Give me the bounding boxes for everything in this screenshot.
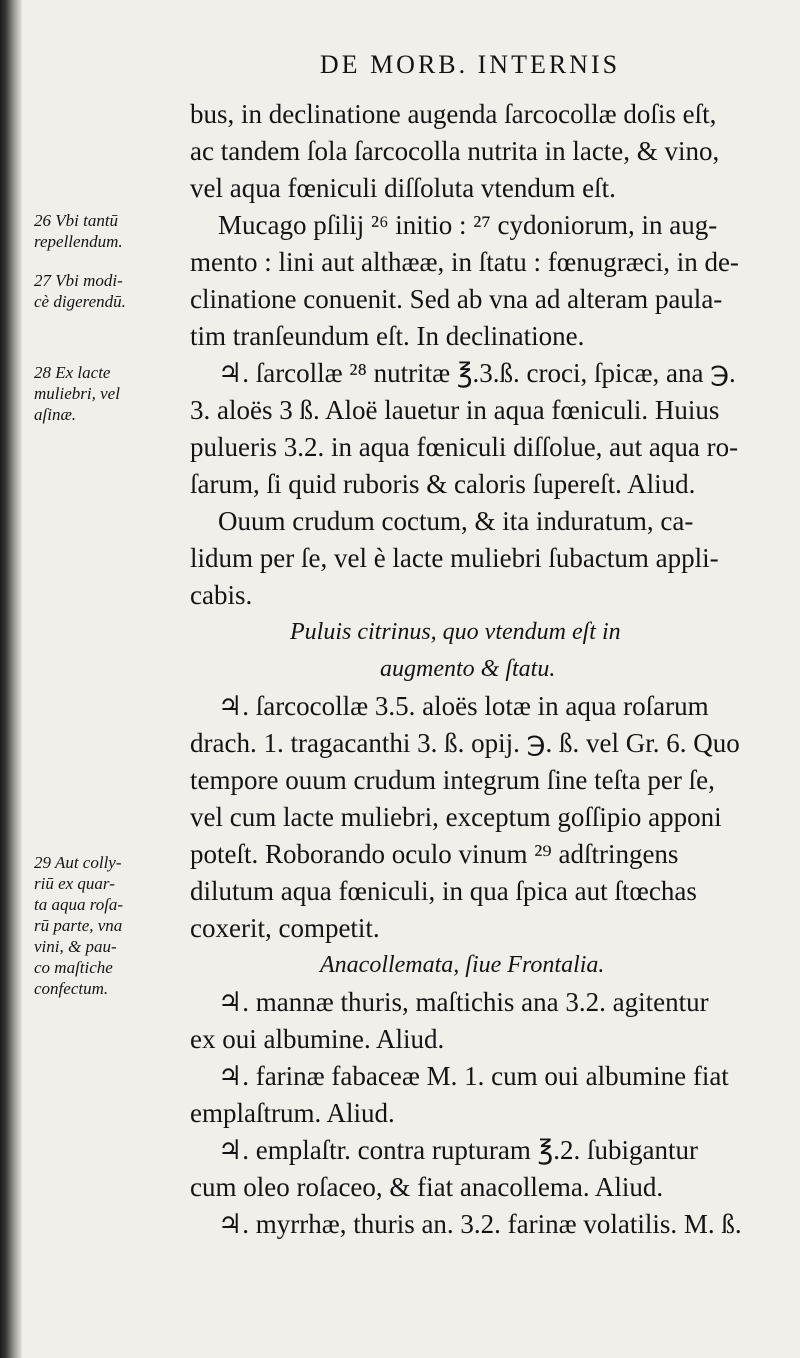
text-line: poteſt. Roborando oculo vinum ²⁹ adſtringens [190, 839, 679, 869]
text-line: cum oleo roſaceo, & fiat anacollema. Aliud. [190, 1172, 664, 1202]
margin-note-line: co maſtiche [34, 958, 113, 977]
text-line: ♃. emplaſtr. contra rupturam ℥.2. ſubigantur [218, 1135, 698, 1165]
text-line: ♃. myrrhæ, thuris an. 3.2. farinæ volatilis. M. ß. [218, 1209, 742, 1239]
text-line: Mucago pſilij ²⁶ initio : ²⁷ cydoniorum, in aug- [218, 210, 718, 240]
section-heading: Puluis citrinus, quo vtendum eſt in [290, 619, 621, 645]
text-line: cabis. [190, 580, 253, 610]
text-line: tempore ouum crudum integrum ſine teſta per ſe, [190, 765, 715, 795]
margin-note-line: aſinæ. [34, 405, 77, 424]
text-line: dilutum aqua fœniculi, in qua ſpica aut ſtœchas [190, 876, 697, 906]
text-line: drach. 1. tragacanthi 3. ß. opij. ℈. ß. vel Gr. 6. Quo [190, 728, 740, 758]
margin-note-line: cè digerendū. [34, 292, 126, 311]
margin-note-line: riū ex quar- [34, 874, 115, 893]
text-line: lidum per ſe, vel è lacte muliebri ſubactum appli- [190, 543, 719, 573]
margin-note-29 [34, 852, 189, 999]
text-line: coxerit, competit. [190, 913, 380, 943]
text-line: ſarum, ſi quid ruboris & caloris ſupereſt. Aliud. [190, 469, 696, 499]
text-line: ac tandem ſola ſarcocolla nutrita in lacte, & vino, [190, 136, 720, 166]
text-line: ♃. ſarcollæ ²⁸ nutritæ ℥.3.ß. croci, ſpicæ, ana ℈. [218, 358, 736, 388]
margin-note-line: confectum. [34, 979, 109, 998]
margin-note-line: muliebri, vel [34, 384, 120, 403]
binding-gutter [0, 0, 22, 1358]
margin-note-line: ta aqua roſa- [34, 895, 124, 914]
text-line: ex oui albumine. Aliud. [190, 1024, 445, 1054]
margin-note-28 [34, 362, 189, 425]
text-line: tim tranſeundum eſt. In declinatione. [190, 321, 585, 351]
text-line: vel cum lacte muliebri, exceptum goſſipio apponi [190, 802, 722, 832]
text-line: ♃. farinæ fabaceæ M. 1. cum oui albumine fiat [218, 1061, 729, 1091]
margin-note-line: 27 Vbi modi- [34, 271, 123, 290]
margin-note-line: repellendum. [34, 232, 123, 251]
margin-note-line: rū parte, vna [34, 916, 123, 935]
text-line: Ouum crudum coctum, & ita induratum, ca- [218, 506, 694, 536]
text-line: 3. aloës 3 ß. Aloë lauetur in aqua fœniculi. Huius [190, 395, 720, 425]
margin-note-line: vini, & pau- [34, 937, 117, 956]
text-line: clinatione conuenit. Sed ab vna ad alteram paula- [190, 284, 723, 314]
text-line: ♃. ſarcocollæ 3.5. aloës lotæ in aqua roſarum [218, 691, 709, 721]
margin-note-27 [34, 270, 189, 312]
section-heading: augmento & ſtatu. [380, 656, 556, 682]
text-line: ♃. mannæ thuris, maſtichis ana 3.2. agitentur [218, 987, 709, 1017]
running-header: DE MORB. INTERNIS [319, 50, 621, 79]
text-line: mento : lini aut althææ, in ſtatu : fœnugræci, in de- [190, 247, 739, 277]
main-text [190, 96, 770, 1243]
text-line: emplaſtrum. Aliud. [190, 1098, 395, 1128]
margin-note-26 [34, 210, 189, 252]
text-line: vel aqua fœniculi diſſoluta vtendum eſt. [190, 173, 616, 203]
section-heading: Anacollemata, ſiue Frontalia. [320, 952, 605, 978]
text-line: pulueris 3.2. in aqua fœniculi diſſolue, aut aqua ro- [190, 432, 739, 462]
margin-note-line: 26 Vbi tantū [34, 211, 119, 230]
margin-note-line: 29 Aut colly- [34, 853, 122, 872]
margin-note-line: 28 Ex lacte [34, 363, 111, 382]
text-line: bus, in declinatione augenda ſarcocollæ doſis eſt, [190, 99, 717, 129]
